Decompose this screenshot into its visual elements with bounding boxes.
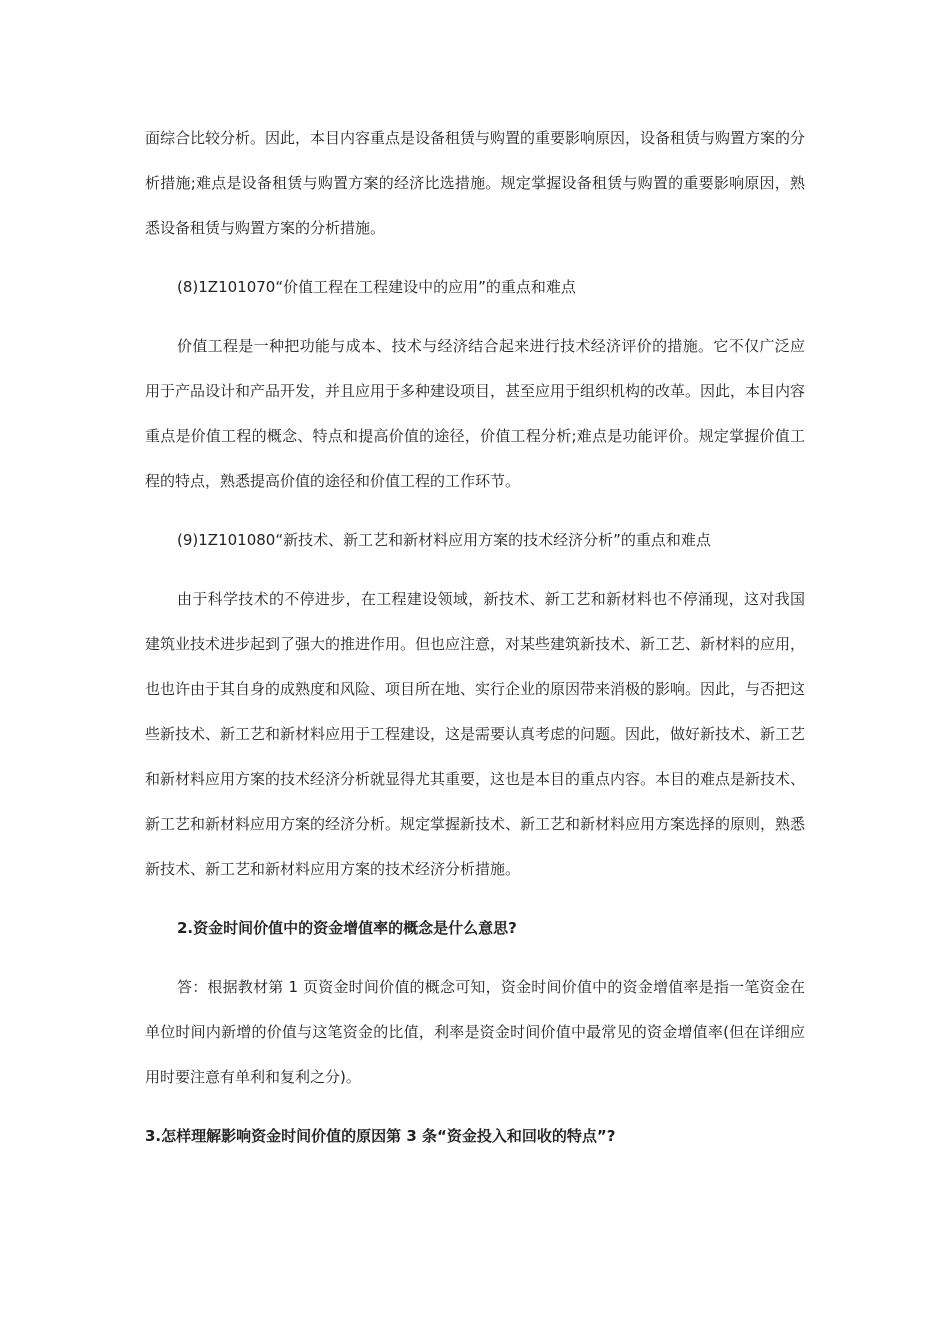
heading-new-technology: (9)1Z101080“新技术、新工艺和新材料应用方案的技术经济分析”的重点和难点 [177, 531, 711, 549]
paragraph-new-technology: 由于科学技术的不停进步，在工程建设领域，新技术、新工艺和新材料也不停涌现，这对我国建筑业技术进步起到了强大的推进作用。但也应注意，对某些建筑新技术、新工艺、新材料的应用，也也许由于其自身的成熟度和风险、项目所在地、实行企业的原因带来消极的影响。因此，与否把这些新技术、新工艺和新材料应用于工程建设，这是需要认真考虑的问题。因此，做好新技术、新工艺和新材料应用方案的技术经济分析就显得尤其重要，这也是本目的重点内容。本目的难点是新技术、新工艺和新材料应用方案的经济分析。规定掌握新技术、新工艺和新材料应用方案选择的原则，熟悉新技术、新工艺和新材料应用方案的技术经济分析措施。 [145, 590, 806, 878]
paragraph-equipment-lease: 面综合比较分析。因此，本目内容重点是设备租赁与购置的重要影响原因，设备租赁与购置方案的分析措施;难点是设备租赁与购置方案的经济比选措施。规定掌握设备租赁与购置的重要影响原因，熟悉设备租赁与购置方案的分析措施。 [145, 129, 806, 237]
question-3: 3.怎样理解影响资金时间价值的原因第 3 条“资金投入和回收的特点”? [145, 1127, 616, 1145]
question-2: 2.资金时间价值中的资金增值率的概念是什么意思? [177, 919, 517, 937]
answer-2: 答：根据教材第 1 页资金时间价值的概念可知，资金时间价值中的资金增值率是指一笔资金在单位时间内新增的价值与这笔资金的比值，利率是资金时间价值中最常见的资金增值率(但在详细应用时要注意有单利和复利之分)。 [145, 978, 805, 1086]
document-body [145, 116, 805, 1159]
paragraph-value-engineering: 价值工程是一种把功能与成本、技术与经济结合起来进行技术经济评价的措施。它不仅广泛应用于产品设计和产品开发，并且应用于多种建设项目，甚至应用于组织机构的改革。因此，本目内容重点是价值工程的概念、特点和提高价值的途径，价值工程分析;难点是功能评价。规定掌握价值工程的特点，熟悉提高价值的途径和价值工程的工作环节。 [145, 337, 806, 490]
heading-value-engineering: (8)1Z101070“价值工程在工程建设中的应用”的重点和难点 [177, 278, 576, 296]
